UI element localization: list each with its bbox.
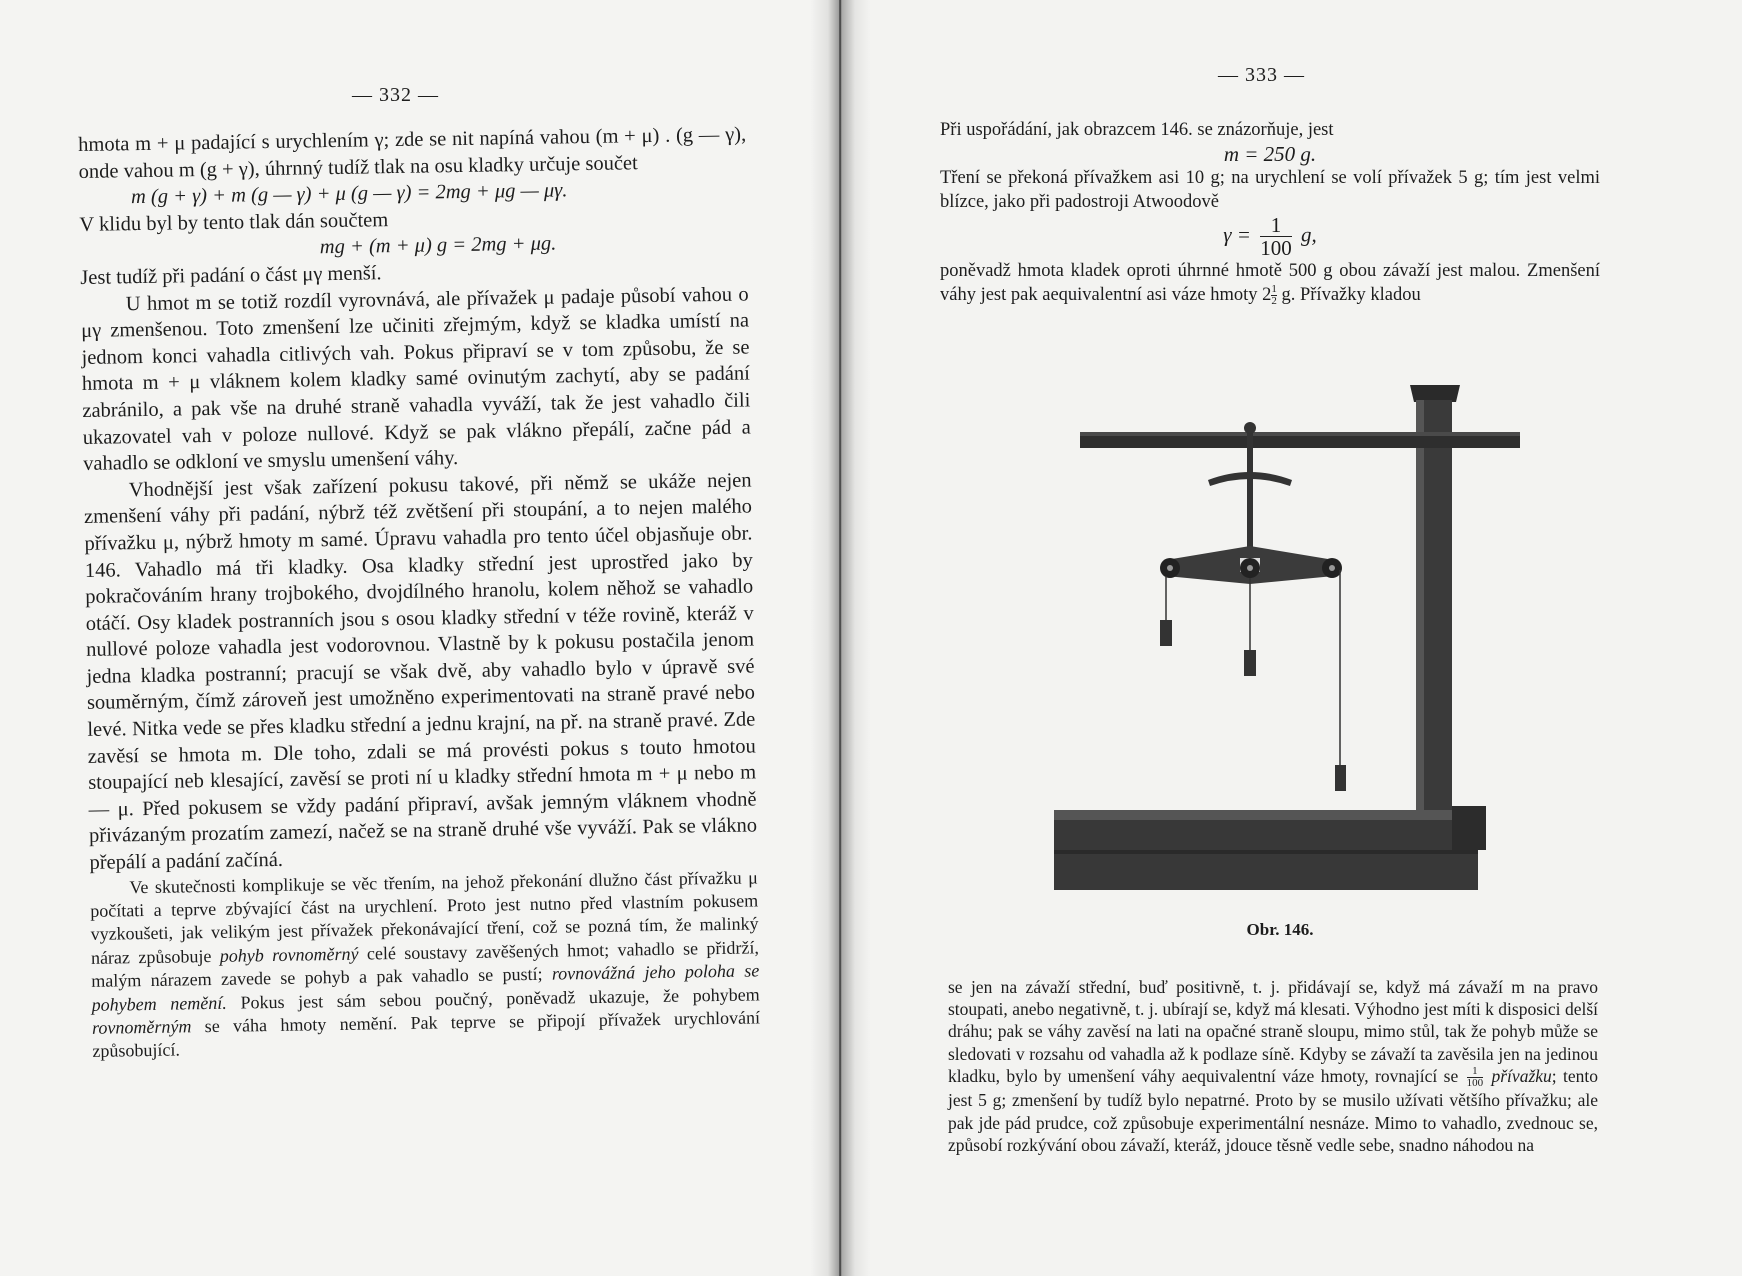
post-cap xyxy=(1410,385,1460,402)
right-page-text-top xyxy=(940,118,1600,307)
figure-146-balance-apparatus xyxy=(1040,380,1520,900)
paragraph: poněvadž hmota kladek oproti úhrnné hmotě 500 g obou závaží jest malou. Zmenšení váhy jest pak aequivalentní asi váze hmoty 2 $\frac{1}{2}$ g. Přívažky kladou xyxy=(940,261,1600,308)
formula-sum: m (g + γ) + m (g — γ) + μ (g — γ) = 2mg + μg — μγ. xyxy=(130,179,568,209)
left-page-text xyxy=(78,122,761,1064)
right-page-text-bottom xyxy=(948,976,1598,1156)
fraction: $\frac{1}{2}$ xyxy=(1271,283,1277,308)
paragraph: Tření se překoná přívažkem asi 10 g; na urychlení se volí přívažek 5 g; tím jest velmi blízce, jako při padostroji Atwoodově xyxy=(940,168,1600,212)
paragraph: se jen na závaží střední, buď positivně, t. j. přidávají se, když má závaží m na pravo stoupati, anebo negativně, t. j. ubírají se, když má klesati. Výhodno jest míti k disposici delší dráhu; pak se váhy zavěsí na lati na opačné straně sloupu, mimo stůl, tak že pohyb může se sledovati v rozsahu od vahadla až k podlaze síně. Kdyby se závaží ta zavěsila jen na jedinou kladku, bylo by umenšení váhy aequivalentní váze hmoty, rovnající se $\frac{1}{100}$ přívažku; tento jest 5 g; zmenšení by tudíž bylo nepatrné. Proto by se musilo užívati většího přívažku; ale pak jde pád prudce, což způsobuje experimentální nesnáze. Mimo to vahadlo, zvednouc se, způsobí rozkývání obou závaží, kteráž, jdouce těsně vedle sebe, snadno náhodou na xyxy=(948,977,1599,1155)
book-gutter xyxy=(810,0,870,1276)
middle-weight xyxy=(1244,650,1256,676)
figure-caption: Obr. 146. xyxy=(1246,920,1314,939)
formula-mass: m = 250 g. xyxy=(1223,142,1317,166)
paragraph: V klidu byl by tento tlak dán součtem xyxy=(79,208,389,236)
right-weight xyxy=(1335,765,1346,791)
paragraph: Vhodnější jest však zařízení pokusu takové, při němž se ukáže nejen zmenšení váhy při padání, nýbrž též zvětšení při stoupání, a to nejen malého přívažku μ, nýbrž hmoty m samé. Úpravu vahadla pro tento účel objasňuje obr. 146. Vahadlo má tři kladky. Osa kladky střední jest uprostřed jako by pokračováním hrany trojbokého, dvojdílného hranolu, kolem něhož se vahadlo otáčí. Osy kladek postranních jsou s osou kladky střední v téže rovině, kteráž v nullové poloze vahadla jest vodorovnou. Vlastně by k pokusu postačila jenom jedna kladka postranní; pracují se však dvě, aby vahadlo bylo v úpravě své souměrným, čímž zároveň jest umožněno experimentovati na straně pravé nebo levé. Nitka vede se přes kladku střední a jednu krajní, na př. na straně pravé. Zde zavěsí se hmota m. Dle toho, zdali se má provésti pokus s touto hmotou stoupající neb klesající, zavěsí se proti ní u kladky střední hmota m + μ nebo m — μ. Před pokusem se vždy padání připraví, avšak jemným vláknem vhodně přivázaným prozatím zamezí, načež se na straně druhé vše vyváží. Pak se vlákno přepálí a padání začíná. xyxy=(83,469,758,874)
paragraph: U hmot m se totiž rozdíl vyrovnává, ale přívažek μ padaje působí vahou o μγ zmenšenou. Toto zmenšení lze učiniti zřejmým, když se kladka umístí na jednom konci vahadla citlivých vah. Pokus připraví se v tom způsobu, že se hmota m + μ vláknem kolem kladky samé ovinutým zachytí, aby se padání zabránilo, a pak vše na druhé straně vahadla vyváží, tak že jest vahadlo čili ukazovatel vah v poloze nullové. Když se pak vlákno přepálí, začne pád a vahadlo se odkloní ve smyslu umenšení váhy. xyxy=(80,283,751,476)
fraction: $\frac{1}{100}$ xyxy=(1466,1065,1484,1090)
formula-rest: mg + (m + μ) g = 2mg + μg. xyxy=(319,232,557,259)
paragraph: Jest tudíž při padání o část μγ menší. xyxy=(80,262,382,289)
left-page xyxy=(0,0,838,1276)
paragraph: hmota m + μ padající s urychlením γ; zde se nit napíná vahou (m + μ) . (g — γ), onde vahou m (g + γ), úhrnný tudíž tlak na osu kladky určuje součet xyxy=(78,123,747,183)
left-weight xyxy=(1160,620,1172,646)
paragraph: Při uspořádání, jak obrazcem 146. se znázorňuje, jest xyxy=(940,120,1334,140)
small-print-note: Ve skutečnosti komplikuje se věc třením, na jehož překonání dlužno část přívažku μ počítati a teprve zbývající část na urychlení. Proto jest nutno před vlastním pokusem vyzkoušeti, jak velikým jest přívažek překonávající tření, což se pozná tím, že malinký náraz způsobuje pohyb rovnoměrný celé soustavy zavěšených hmot; vahadlo se přidrží, malým nárazem zavede se pohyb a pak vahadlo se pustí; rovnovážná jeho poloha se pohybem nemění. Pokus jest sám sebou poučný, poněvadž ukazuje, že pohybem rovnoměrným se váha hmoty nemění. Pak teprve se připojí přívažek urychlování způsobující. xyxy=(90,867,761,1062)
page-number-left: — 332 — xyxy=(352,84,439,106)
formula-gamma: γ = $\frac{1}{100}$ g, xyxy=(1223,213,1317,260)
page-number-right: — 333 — xyxy=(1218,64,1305,86)
fraction: $\frac{1}{100}$ xyxy=(1260,213,1292,260)
